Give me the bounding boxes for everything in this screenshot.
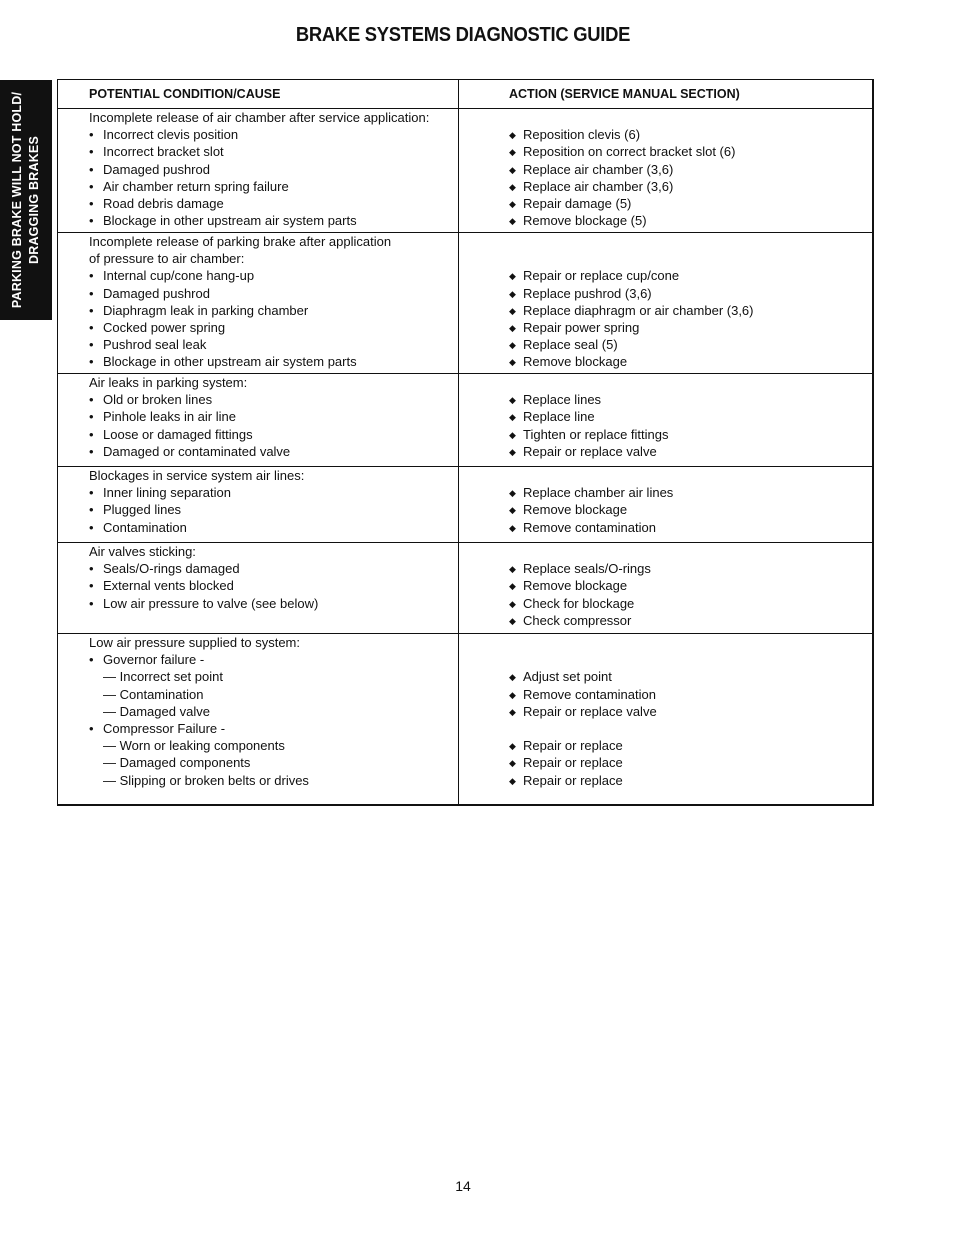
table-row xyxy=(58,467,873,543)
section-side-tab xyxy=(0,80,52,320)
action-text: Tighten or replace fittings xyxy=(523,426,669,442)
diamond-bullet-icon: ◆ xyxy=(509,741,516,752)
list-item xyxy=(509,408,868,425)
diamond-bullet-icon: ◆ xyxy=(509,216,516,227)
diamond-bullet-icon: ◆ xyxy=(509,758,516,769)
cause-text: Pushrod seal leak xyxy=(103,337,207,353)
cause-text: Incorrect bracket slot xyxy=(103,144,224,160)
list-item xyxy=(89,543,454,560)
list-item xyxy=(89,143,454,160)
action-text: Remove blockage xyxy=(523,354,628,370)
list-item xyxy=(89,195,454,212)
list-item xyxy=(89,560,454,577)
diamond-bullet-icon: ◆ xyxy=(509,271,516,282)
list-item xyxy=(509,319,868,336)
list-item xyxy=(89,391,454,408)
list-item xyxy=(89,577,454,594)
condition-heading: Air valves sticking: xyxy=(89,544,196,559)
list-item xyxy=(509,737,868,754)
action-text: Replace air chamber (3,6) xyxy=(523,161,674,177)
cause-text: Cocked power spring xyxy=(103,319,226,335)
bullet-icon: • xyxy=(89,302,94,318)
diamond-bullet-icon: ◆ xyxy=(509,581,516,592)
bullet-icon: • xyxy=(89,285,94,301)
condition-list xyxy=(58,109,458,231)
list-item xyxy=(89,634,454,651)
bullet-icon: • xyxy=(89,578,94,594)
diamond-bullet-icon: ◆ xyxy=(509,505,516,516)
diamond-bullet-icon: ◆ xyxy=(509,598,516,609)
condition-heading: Blockages in service system air lines: xyxy=(89,468,305,483)
list-item xyxy=(509,754,868,771)
diamond-bullet-icon: ◆ xyxy=(509,706,516,717)
action-text: Repair or replace xyxy=(523,772,623,788)
list-item xyxy=(89,595,454,612)
spacer-line xyxy=(509,250,868,267)
list-item xyxy=(89,374,454,391)
cause-text: Pinhole leaks in air line xyxy=(103,409,236,425)
condition-list xyxy=(58,467,458,538)
action-text: Replace chamber air lines xyxy=(523,485,674,501)
action-list xyxy=(459,543,872,631)
cause-text: Blockage in other upstream air system parts xyxy=(103,213,357,229)
cause-text: — Incorrect set point xyxy=(103,669,223,685)
action-cell xyxy=(459,634,873,805)
diamond-bullet-icon: ◆ xyxy=(509,412,516,423)
list-item xyxy=(509,161,868,178)
list-item xyxy=(89,519,454,536)
bullet-icon: • xyxy=(89,426,94,442)
list-item xyxy=(89,212,454,229)
spacer-line xyxy=(509,109,868,126)
diamond-bullet-icon: ◆ xyxy=(509,340,516,351)
bullet-icon: • xyxy=(89,561,94,577)
diamond-bullet-icon: ◆ xyxy=(509,564,516,575)
diamond-bullet-icon: ◆ xyxy=(509,164,516,175)
bullet-icon: • xyxy=(89,652,94,668)
list-item xyxy=(89,467,454,484)
cause-text: Compressor Failure - xyxy=(103,720,226,736)
list-item xyxy=(509,391,868,408)
action-text: Check for blockage xyxy=(523,595,635,611)
bullet-icon: • xyxy=(89,144,94,160)
bullet-icon: • xyxy=(89,595,94,611)
spacer-line xyxy=(509,720,868,737)
condition-list xyxy=(58,634,458,791)
list-item xyxy=(89,703,454,720)
action-text: Replace diaphragm or air chamber (3,6) xyxy=(523,302,754,318)
action-text: Reposition on correct bracket slot (6) xyxy=(523,144,736,160)
diamond-bullet-icon: ◆ xyxy=(509,181,516,192)
column-header-action: ACTION (SERVICE MANUAL SECTION) xyxy=(459,80,873,109)
list-item xyxy=(509,577,868,594)
list-item xyxy=(89,353,454,370)
list-item xyxy=(89,336,454,353)
list-item xyxy=(89,426,454,443)
action-text: Repair or replace valve xyxy=(523,443,657,459)
action-text: Replace lines xyxy=(523,392,602,408)
condition-cell xyxy=(58,374,459,467)
condition-heading: Air leaks in parking system: xyxy=(89,375,248,390)
action-text: Remove blockage xyxy=(523,578,628,594)
diamond-bullet-icon: ◆ xyxy=(509,689,516,700)
cause-text: — Slipping or broken belts or drives xyxy=(103,772,309,788)
side-tab-line-2: DRAGGING BRAKES xyxy=(27,136,41,265)
action-text: Remove blockage xyxy=(523,502,628,518)
cause-text: Seals/O-rings damaged xyxy=(103,561,240,577)
bullet-icon: • xyxy=(89,443,94,459)
page-number: 14 xyxy=(455,1178,471,1194)
column-header-condition: POTENTIAL CONDITION/CAUSE xyxy=(58,80,459,109)
table-row xyxy=(58,634,873,805)
action-cell xyxy=(459,543,873,634)
action-list xyxy=(459,634,872,791)
bullet-icon: • xyxy=(89,319,94,335)
list-item xyxy=(509,443,868,460)
diamond-bullet-icon: ◆ xyxy=(509,395,516,406)
cause-text: Damaged pushrod xyxy=(103,285,210,301)
condition-list xyxy=(58,543,458,614)
action-cell xyxy=(459,374,873,467)
list-item xyxy=(509,686,868,703)
list-item xyxy=(89,302,454,319)
cause-text: Plugged lines xyxy=(103,502,182,518)
cause-text: Internal cup/cone hang-up xyxy=(103,268,255,284)
action-text: Remove contamination xyxy=(523,519,656,535)
list-item xyxy=(509,353,868,370)
list-item xyxy=(509,501,868,518)
diamond-bullet-icon: ◆ xyxy=(509,429,516,440)
bullet-icon: • xyxy=(89,213,94,229)
cause-text: Loose or damaged fittings xyxy=(103,426,253,442)
condition-heading: Incomplete release of air chamber after service application: xyxy=(89,110,430,125)
action-text: Check compressor xyxy=(523,612,632,628)
spacer-line xyxy=(509,651,868,668)
list-item xyxy=(509,267,868,284)
diamond-bullet-icon: ◆ xyxy=(509,147,516,158)
action-text: Repair or replace xyxy=(523,738,623,754)
cause-text: Air chamber return spring failure xyxy=(103,178,289,194)
list-item xyxy=(89,285,454,302)
table-row xyxy=(58,109,873,233)
cause-text: Blockage in other upstream air system parts xyxy=(103,354,357,370)
spacer-line xyxy=(509,374,868,391)
bullet-icon: • xyxy=(89,268,94,284)
list-item xyxy=(509,302,868,319)
action-list xyxy=(459,374,872,462)
action-text: Repair or replace valve xyxy=(523,703,657,719)
cause-text: — Damaged components xyxy=(103,755,251,771)
action-text: Remove contamination xyxy=(523,686,656,702)
list-item xyxy=(509,484,868,501)
list-item xyxy=(509,285,868,302)
list-item xyxy=(89,233,454,250)
cause-text: Diaphragm leak in parking chamber xyxy=(103,302,309,318)
bullet-icon: • xyxy=(89,720,94,736)
list-item xyxy=(509,178,868,195)
diamond-bullet-icon: ◆ xyxy=(509,522,516,533)
condition-list xyxy=(58,374,458,462)
action-text: Repair or replace xyxy=(523,755,623,771)
list-item xyxy=(509,195,868,212)
cause-text: — Damaged valve xyxy=(103,703,210,719)
cause-text: Damaged or contaminated valve xyxy=(103,443,291,459)
action-cell xyxy=(459,109,873,233)
list-item xyxy=(509,212,868,229)
list-item xyxy=(89,651,454,668)
diamond-bullet-icon: ◆ xyxy=(509,672,516,683)
cause-text: Contamination xyxy=(103,519,187,535)
action-list xyxy=(459,109,872,231)
condition-cell xyxy=(58,233,459,374)
cause-text: — Worn or leaking components xyxy=(103,738,285,754)
list-item xyxy=(89,178,454,195)
list-item xyxy=(89,737,454,754)
table-row xyxy=(58,374,873,467)
bullet-icon: • xyxy=(89,485,94,501)
spacer-line xyxy=(509,634,868,651)
action-text: Reposition clevis (6) xyxy=(523,127,641,143)
list-item xyxy=(89,720,454,737)
diamond-bullet-icon: ◆ xyxy=(509,357,516,368)
diamond-bullet-icon: ◆ xyxy=(509,288,516,299)
list-item xyxy=(89,754,454,771)
list-item xyxy=(509,143,868,160)
cause-text: Incorrect clevis position xyxy=(103,127,239,143)
condition-heading: Incomplete release of parking brake after application xyxy=(89,234,392,249)
condition-heading: Low air pressure supplied to system: xyxy=(89,635,300,650)
list-item xyxy=(89,267,454,284)
condition-cell xyxy=(58,467,459,543)
bullet-icon: • xyxy=(89,127,94,143)
diamond-bullet-icon: ◆ xyxy=(509,775,516,786)
bullet-icon: • xyxy=(89,354,94,370)
list-item xyxy=(509,595,868,612)
action-cell xyxy=(459,233,873,374)
spacer-line xyxy=(509,543,868,560)
diamond-bullet-icon: ◆ xyxy=(509,305,516,316)
cause-text: — Contamination xyxy=(103,686,204,702)
condition-list xyxy=(58,233,458,373)
diamond-bullet-icon: ◆ xyxy=(509,615,516,626)
spacer-line xyxy=(509,233,868,250)
action-text: Replace line xyxy=(523,409,595,425)
cause-text: Old or broken lines xyxy=(103,392,213,408)
list-item xyxy=(509,336,868,353)
cause-text: External vents blocked xyxy=(103,578,234,594)
list-item xyxy=(89,686,454,703)
table-header-row xyxy=(58,80,873,109)
bullet-icon: • xyxy=(89,178,94,194)
list-item xyxy=(509,126,868,143)
action-text: Replace seal (5) xyxy=(523,337,618,353)
cause-text: Inner lining separation xyxy=(103,485,231,501)
action-cell xyxy=(459,467,873,543)
list-item xyxy=(89,250,454,267)
diamond-bullet-icon: ◆ xyxy=(509,446,516,457)
cause-text: Governor failure - xyxy=(103,652,205,668)
list-item xyxy=(509,519,868,536)
diamond-bullet-icon: ◆ xyxy=(509,322,516,333)
list-item xyxy=(89,443,454,460)
action-text: Repair or replace cup/cone xyxy=(523,268,680,284)
action-list xyxy=(459,467,872,538)
page-title: BRAKE SYSTEMS DIAGNOSTIC GUIDE xyxy=(295,24,631,46)
table-row xyxy=(58,233,873,374)
side-tab-line-1: PARKING BRAKE WILL NOT HOLD/ xyxy=(10,91,24,309)
list-item xyxy=(509,772,868,789)
cause-text: Low air pressure to valve (see below) xyxy=(103,595,319,611)
bullet-icon: • xyxy=(89,502,94,518)
condition-cell xyxy=(58,634,459,805)
action-text: Remove blockage (5) xyxy=(523,213,647,229)
list-item xyxy=(509,703,868,720)
list-item xyxy=(89,319,454,336)
bullet-icon: • xyxy=(89,519,94,535)
side-tab-label xyxy=(9,92,43,308)
action-text: Repair damage (5) xyxy=(523,195,632,211)
list-item xyxy=(89,109,454,126)
list-item xyxy=(89,408,454,425)
diamond-bullet-icon: ◆ xyxy=(509,198,516,209)
list-item xyxy=(89,126,454,143)
list-item xyxy=(89,501,454,518)
diamond-bullet-icon: ◆ xyxy=(509,130,516,141)
spacer-line xyxy=(509,467,868,484)
bullet-icon: • xyxy=(89,195,94,211)
diamond-bullet-icon: ◆ xyxy=(509,488,516,499)
condition-cell xyxy=(58,543,459,634)
list-item xyxy=(509,612,868,629)
bullet-icon: • xyxy=(89,161,94,177)
bullet-icon: • xyxy=(89,409,94,425)
action-text: Replace pushrod (3,6) xyxy=(523,285,652,301)
condition-cell xyxy=(58,109,459,233)
cause-text: Road debris damage xyxy=(103,195,224,211)
list-item xyxy=(89,772,454,789)
cause-text: Damaged pushrod xyxy=(103,161,210,177)
diagnostic-table xyxy=(57,79,874,806)
action-list xyxy=(459,233,872,373)
list-item xyxy=(89,484,454,501)
table-row xyxy=(58,543,873,634)
action-text: Replace seals/O-rings xyxy=(523,561,651,577)
action-text: Adjust set point xyxy=(523,669,612,685)
list-item xyxy=(509,668,868,685)
list-item xyxy=(89,668,454,685)
list-item xyxy=(509,560,868,577)
bullet-icon: • xyxy=(89,337,94,353)
list-item xyxy=(89,161,454,178)
condition-heading: of pressure to air chamber: xyxy=(89,251,245,267)
bullet-icon: • xyxy=(89,392,94,408)
action-text: Repair power spring xyxy=(523,319,640,335)
table-body xyxy=(58,109,873,805)
list-item xyxy=(509,426,868,443)
action-text: Replace air chamber (3,6) xyxy=(523,178,674,194)
